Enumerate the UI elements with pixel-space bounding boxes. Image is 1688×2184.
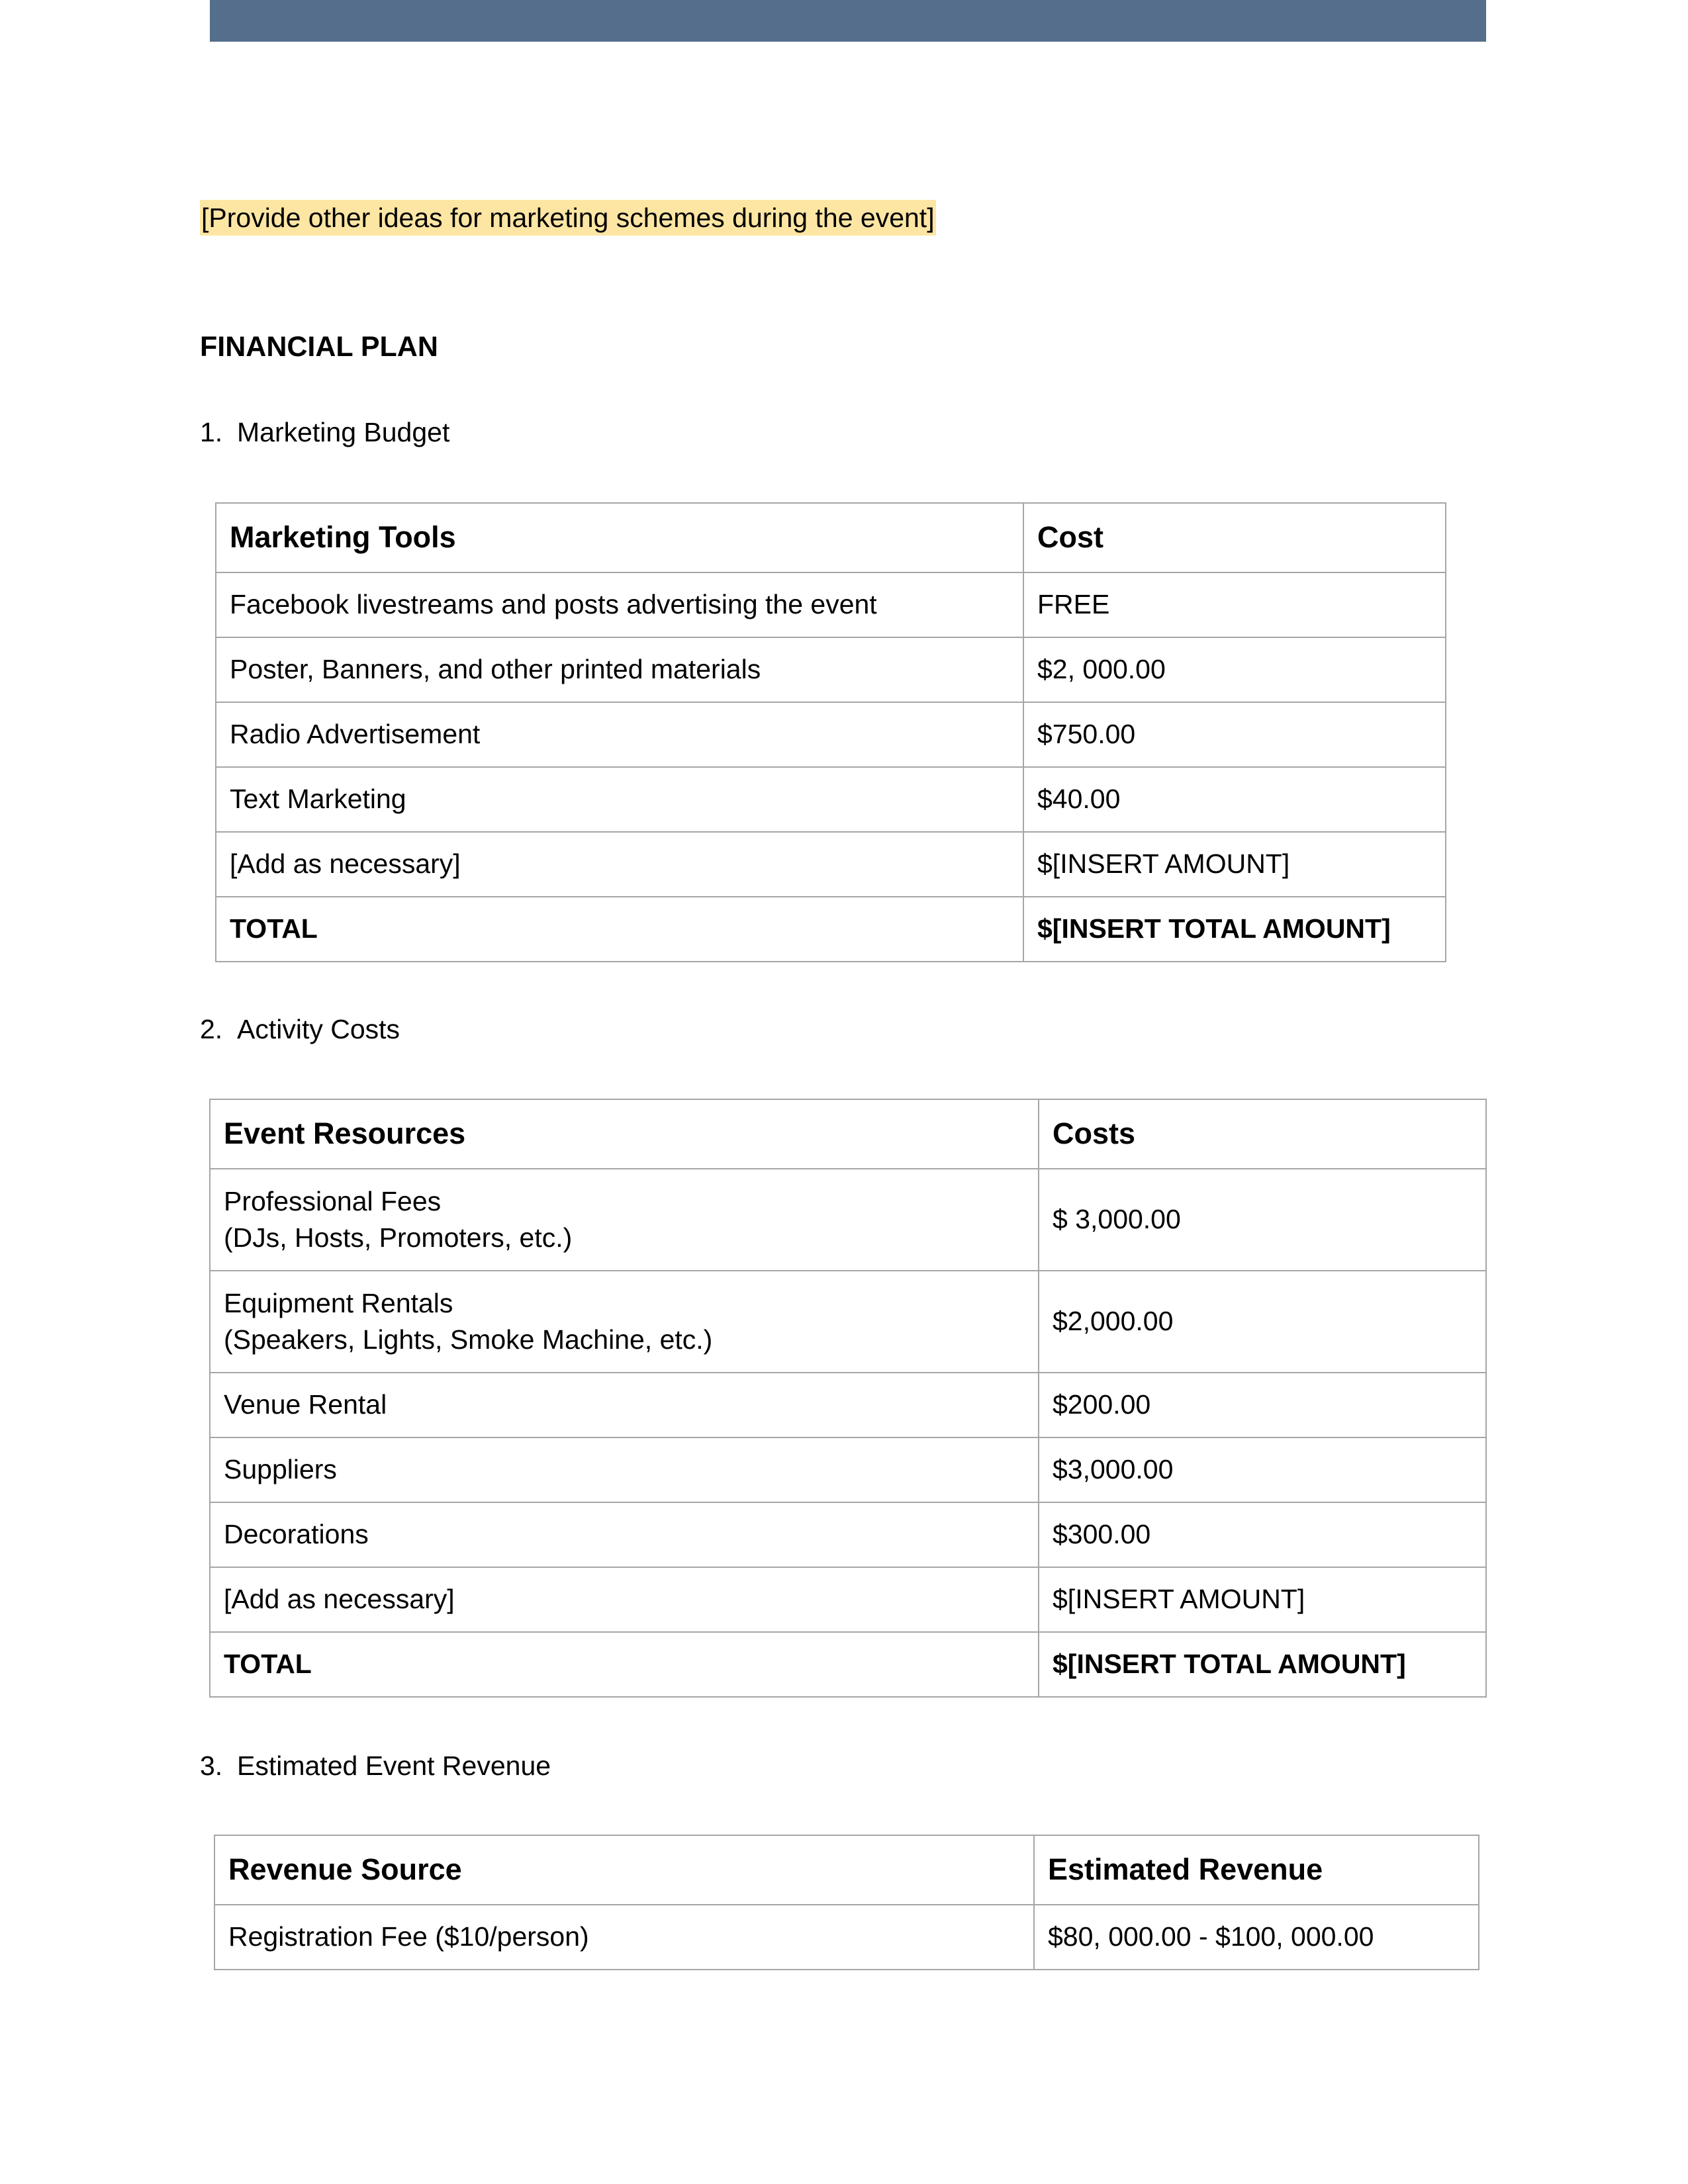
table-cell: Venue Rental [210,1373,1039,1437]
marketing-budget-heading [200,417,449,448]
column-header: Revenue Source [214,1835,1034,1905]
table-cell[interactable]: $[INSERT AMOUNT] [1039,1567,1486,1632]
table-cell[interactable]: [Add as necessary] [210,1567,1039,1632]
table-row [216,637,1446,702]
list-title: Marketing Budget [237,417,450,447]
column-header: Estimated Revenue [1034,1835,1479,1905]
header-band [210,0,1486,42]
list-number: 1. [200,417,223,447]
column-header: Event Resources [210,1099,1039,1169]
list-number: 2. [200,1014,223,1044]
total-label: TOTAL [210,1632,1039,1697]
table-row [210,1437,1486,1502]
cell-line: Professional Fees [224,1185,442,1216]
table-cell: Text Marketing [216,767,1023,832]
marketing-budget-table [215,502,1446,962]
table-cell: Poster, Banners, and other printed materials [216,637,1023,702]
table-row [214,1905,1479,1970]
table-cell [210,1169,1039,1271]
table-cell: $80, 000.00 - $100, 000.00 [1034,1905,1479,1970]
table-row [216,767,1446,832]
total-row [216,897,1446,962]
table-cell: FREE [1023,572,1446,637]
activity-costs-table [209,1099,1487,1698]
column-header: Costs [1039,1099,1486,1169]
list-number: 3. [200,1751,223,1781]
table-cell: Radio Advertisement [216,702,1023,767]
table-cell: Decorations [210,1502,1039,1567]
list-title: Estimated Event Revenue [237,1751,551,1781]
table-row [210,1567,1486,1632]
column-header: Cost [1023,503,1446,572]
table-cell: $2, 000.00 [1023,637,1446,702]
estimated-revenue-table [214,1835,1479,1970]
table-cell[interactable]: [Add as necessary] [216,832,1023,897]
total-amount[interactable]: $[INSERT TOTAL AMOUNT] [1039,1632,1486,1697]
total-row [210,1632,1486,1697]
marketing-ideas-placeholder[interactable]: [Provide other ideas for marketing schemes during the event] [200,200,936,236]
table-cell: $2,000.00 [1039,1271,1486,1373]
table-row [210,1271,1486,1373]
cell-subline: (DJs, Hosts, Promoters, etc.) [224,1222,573,1253]
table-cell: $300.00 [1039,1502,1486,1567]
table-cell: Suppliers [210,1437,1039,1502]
table-row [210,1373,1486,1437]
table-cell: $200.00 [1039,1373,1486,1437]
table-header-row [210,1099,1486,1169]
table-header-row [214,1835,1479,1905]
activity-costs-heading [200,1014,400,1045]
table-cell: Registration Fee ($10/person) [214,1905,1034,1970]
table-header-row [216,503,1446,572]
table-row [210,1169,1486,1271]
estimated-revenue-heading [200,1751,551,1782]
cell-line: Equipment Rentals [224,1287,453,1318]
financial-plan-title: FINANCIAL PLAN [200,331,438,363]
cell-subline: (Speakers, Lights, Smoke Machine, etc.) [224,1324,713,1355]
table-cell[interactable]: $[INSERT AMOUNT] [1023,832,1446,897]
table-cell: $3,000.00 [1039,1437,1486,1502]
table-cell: $750.00 [1023,702,1446,767]
table-cell [210,1271,1039,1373]
table-cell: $ 3,000.00 [1039,1169,1486,1271]
table-row [216,702,1446,767]
table-row [210,1502,1486,1567]
table-row [216,572,1446,637]
table-cell: Facebook livestreams and posts advertising the event [216,572,1023,637]
column-header: Marketing Tools [216,503,1023,572]
list-title: Activity Costs [237,1014,400,1044]
table-row [216,832,1446,897]
table-cell: $40.00 [1023,767,1446,832]
total-amount[interactable]: $[INSERT TOTAL AMOUNT] [1023,897,1446,962]
total-label: TOTAL [216,897,1023,962]
